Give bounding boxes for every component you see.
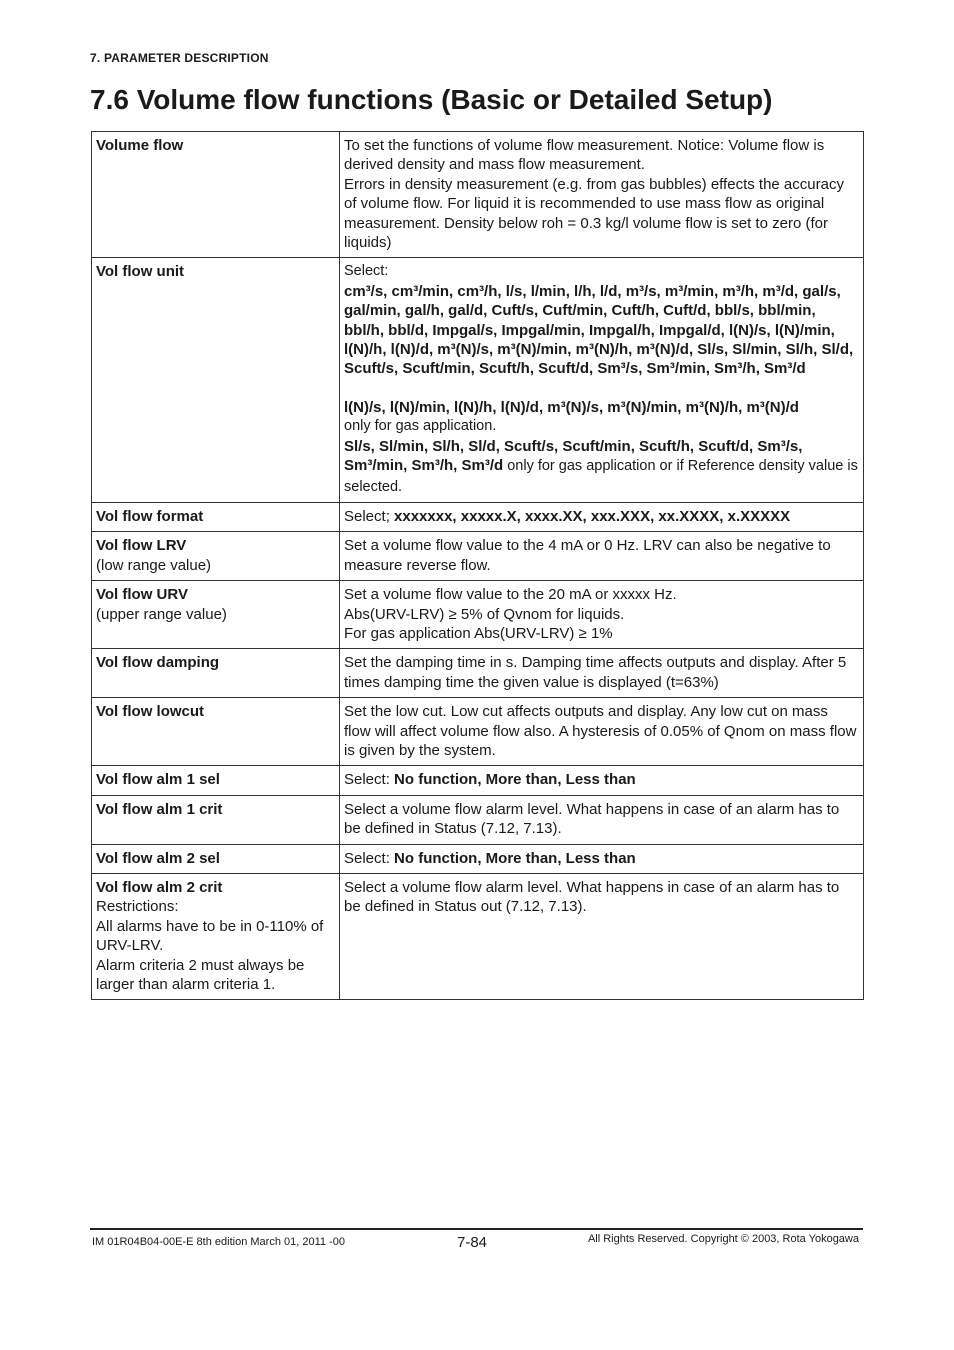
normal-unit-note: only for gas application. [344, 418, 497, 435]
footer-divider [90, 1228, 863, 1230]
table-row [92, 258, 864, 502]
param-desc: Set the low cut. Low cut affects outputs and display. Any low cut on mass flow will affect volume flow also. A hysteresis of 0.05% of Qnom on mass flow is given by the system. [344, 703, 857, 759]
param-desc: To set the functions of volume flow measurement. Notice: Volume flow is derived density and mass flow measurement. [344, 137, 825, 174]
param-desc: Set the damping time in s. Damping time affects outputs and display. After 5 times damping time the given value is displayed (t=63%) [344, 654, 847, 691]
param-desc: Select a volume flow alarm level. What happens in case of an alarm has to be defined in Status out (7.12, 7.13). [344, 879, 840, 916]
alarm-options: No function, More than, Less than [394, 849, 636, 867]
param-desc: Set a volume flow value to the 20 mA or xxxxx Hz. [344, 586, 677, 604]
table-row [92, 532, 864, 581]
param-desc-cell [340, 581, 864, 649]
param-desc-cell [340, 532, 864, 581]
param-name: Vol flow alm 2 crit [96, 879, 223, 896]
param-name-cell [92, 502, 340, 531]
select-label: Select; [344, 507, 395, 525]
param-name: Vol flow format [96, 507, 204, 525]
param-name-cell [92, 581, 340, 649]
param-desc: Errors in density measurement (e.g. from gas bubbles) effects the accuracy of volume flow. For liquid it is recommended to use mass flow as original measurement. Density below roh = 0.3 kg/l volume flow is set to zero (for liquids) [344, 175, 844, 252]
param-name-cell [92, 532, 340, 581]
section-header: 7. PARAMETER DESCRIPTION [90, 51, 269, 65]
table-row [92, 132, 864, 258]
restriction-text: Alarm criteria 2 must always be larger than alarm criteria 1. [96, 956, 305, 994]
param-name: Vol flow alm 2 sel [96, 849, 220, 867]
select-label: Select: [344, 263, 389, 280]
unit-options: cm³/s, cm³/min, cm³/h, l/s, l/min, l/h, l/d, m³/s, m³/min, m³/h, m³/d, gal/s, gal/min, gal/h, gal/d, Cuft/s, Cuft/min, Cuft/h, Cuft/d, bbl/s, bbl/min, bbl/h, bbl/d, Impgal/s, Impgal/min, Impgal/h, Impgal/d, l(N)/s, l(N)/min, l(N)/h, l(N)/d, m³(N)/s, m³(N)/min, m³(N)/h, m³(N)/d, Sl/s, Sl/min, Sl/h, Sl/d, Scuft/s, Scuft/min, Scuft/h, Scuft/d, Sm³/s, Sm³/min, Sm³/h, Sm³/d [344, 282, 854, 378]
table-row [92, 874, 864, 1000]
param-subtitle: (low range value) [96, 556, 212, 574]
param-desc-cell [340, 766, 864, 795]
parameter-table [91, 131, 864, 1000]
param-name: Vol flow alm 1 crit [96, 800, 223, 818]
param-desc-cell [340, 132, 864, 258]
param-name: Vol flow URV [96, 586, 188, 604]
spacer [344, 379, 858, 398]
param-desc-cell [340, 844, 864, 873]
param-subtitle: (upper range value) [96, 605, 227, 623]
param-name-cell [92, 258, 340, 502]
restrictions-label: Restrictions: [96, 898, 179, 916]
param-name-cell [92, 649, 340, 698]
normal-unit-options: l(N)/s, l(N)/min, l(N)/h, l(N)/d, m³(N)/s, m³(N)/min, m³(N)/h, m³(N)/d [344, 398, 799, 416]
standard-unit-block [344, 437, 858, 497]
param-name-cell [92, 698, 340, 766]
param-name: Vol flow damping [96, 654, 220, 672]
select-label: Select: [344, 771, 395, 789]
alarm-options: No function, More than, Less than [394, 771, 636, 789]
param-name-cell [92, 844, 340, 873]
param-desc: Abs(URV-LRV) ≥ 5% of Qvnom for liquids. [344, 605, 625, 623]
param-name: Vol flow unit [96, 263, 185, 281]
select-label: Select: [344, 849, 395, 867]
param-desc-cell [340, 795, 864, 844]
table-row [92, 844, 864, 873]
param-name: Vol flow lowcut [96, 703, 205, 721]
table-row [92, 698, 864, 766]
footer-copyright: All Rights Reserved. Copyright © 2003, Rota Yokogawa [587, 1233, 859, 1245]
param-name-cell [92, 795, 340, 844]
table-row [92, 766, 864, 795]
table-row [92, 581, 864, 649]
param-desc: For gas application Abs(URV-LRV) ≥ 1% [344, 624, 613, 642]
param-name-cell [92, 766, 340, 795]
param-desc-cell [340, 502, 864, 531]
restriction-text: All alarms have to be in 0-110% of URV-LRV. [96, 917, 324, 955]
param-desc-cell [340, 258, 864, 502]
footer-doc-id: IM 01R04B04-00E-E 8th edition March 01, 2011 -00 [92, 1236, 345, 1248]
param-name: Vol flow alm 1 sel [96, 771, 220, 789]
param-desc-cell [340, 874, 864, 1000]
format-options: xxxxxxx, xxxxx.X, xxxx.XX, xxx.XXX, xx.XXXX, x.XXXXX [394, 507, 791, 525]
param-desc: Select a volume flow alarm level. What happens in case of an alarm has to be defined in Status (7.12, 7.13). [344, 800, 840, 838]
param-name: Vol flow LRV [96, 537, 187, 555]
page-title: 7.6 Volume flow functions (Basic or Detailed Setup) [90, 84, 773, 115]
page-number: 7-84 [457, 1234, 488, 1251]
standard-unit-note: only for gas application or if Reference density value is selected. [344, 458, 858, 495]
table-row [92, 795, 864, 844]
param-name-cell [92, 132, 340, 258]
param-name: Volume flow [96, 137, 184, 154]
standard-unit-options: Sl/s, Sl/min, Sl/h, Sl/d, Scuft/s, Scuft/min, Scuft/h, Scuft/d, Sm³/s, Sm³/min, Sm³/h, Sm³/d [344, 437, 803, 475]
param-desc-cell [340, 698, 864, 766]
table-row [92, 649, 864, 698]
param-desc: Set a volume flow value to the 4 mA or 0 Hz. LRV can also be negative to measure reverse flow. [344, 537, 831, 574]
param-desc-cell [340, 649, 864, 698]
param-name-cell [92, 874, 340, 1000]
table-row [92, 502, 864, 531]
